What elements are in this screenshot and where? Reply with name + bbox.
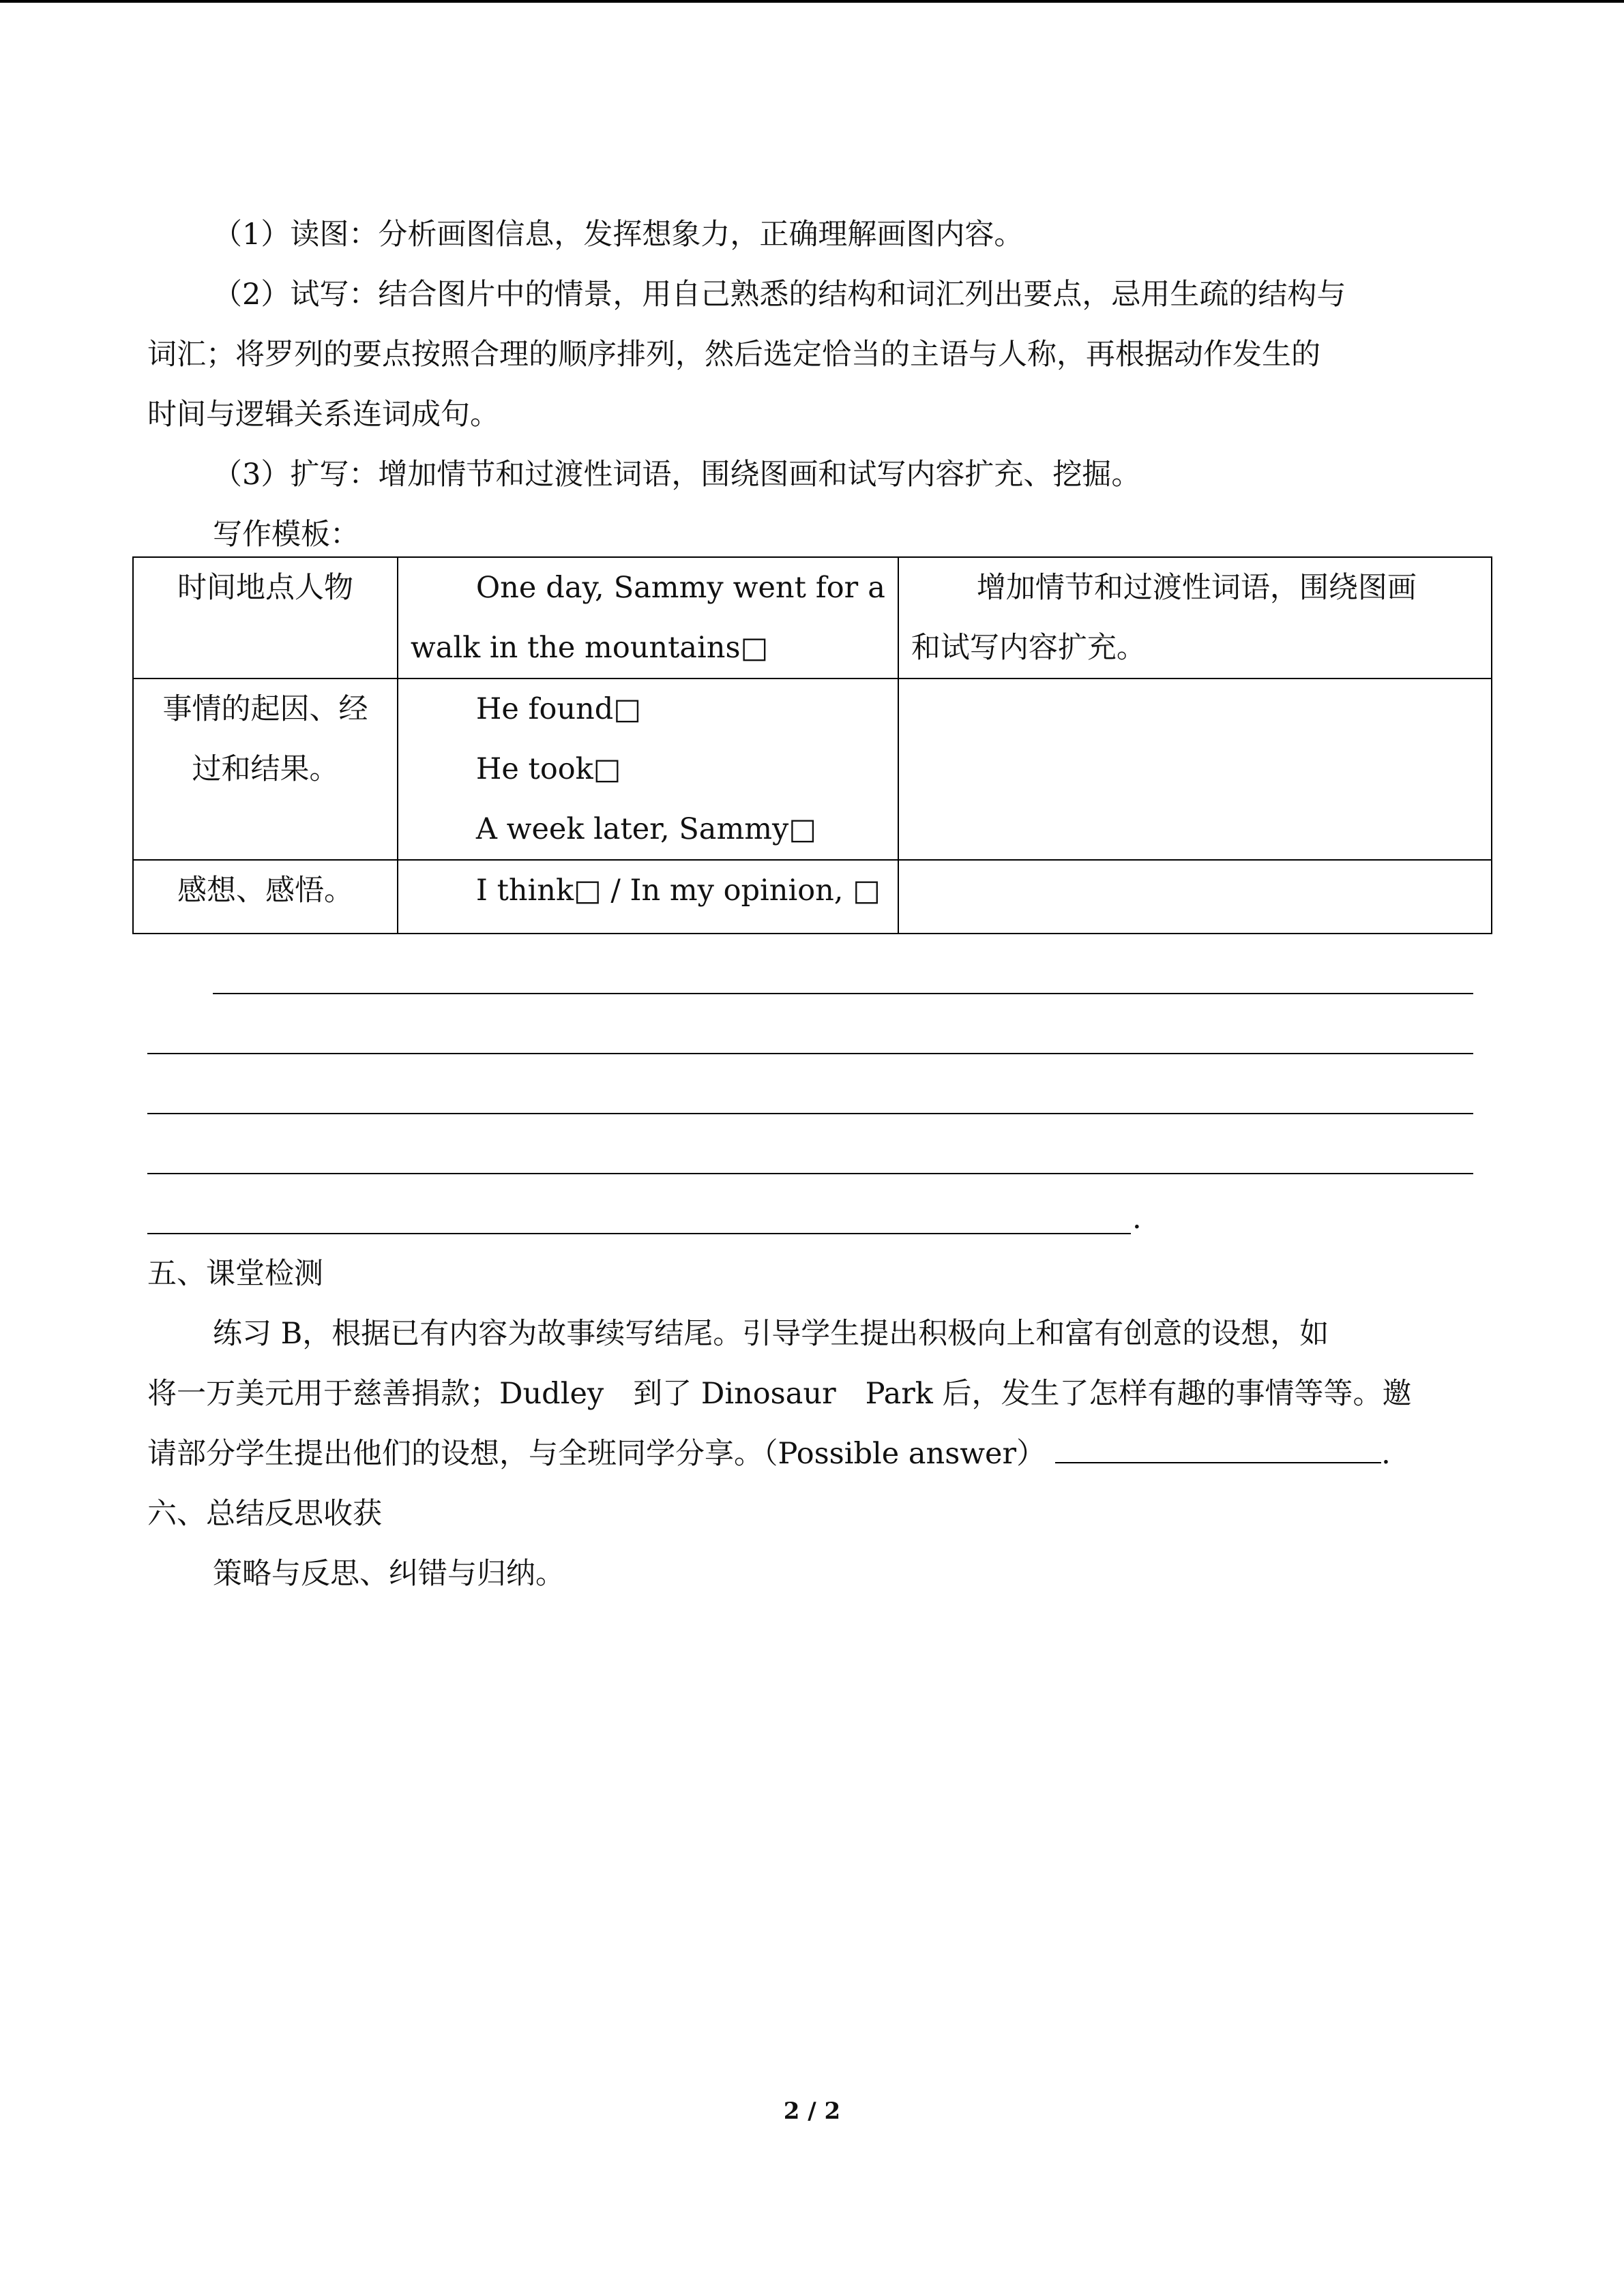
- writing-line: [147, 1113, 1473, 1114]
- step-1-read: （1）读图：分析画图信息，发挥想象力，正确理解画图内容。: [213, 218, 1024, 252]
- answer-blank[interactable]: [1055, 1435, 1381, 1463]
- step-3-expand: （3）扩写：增加情节和过渡性词语，围绕图画和试写内容扩充、挖掘。: [213, 458, 1141, 492]
- writing-line: [147, 1053, 1473, 1054]
- step-2-line-2: 词汇；将罗列的要点按照合理的顺序排列，然后选定恰当的主语与人称，再根据动作发生的: [147, 338, 1320, 372]
- row-label-reflection: 感想、感悟。: [133, 860, 398, 934]
- table-row: [133, 679, 1492, 860]
- section-6-heading: 六、总结反思收获: [147, 1497, 382, 1531]
- section-5-heading: 五、课堂检测: [147, 1257, 323, 1291]
- template-heading: 写作模板：: [213, 518, 359, 552]
- row-content-opening: [398, 557, 898, 679]
- table-row: [133, 557, 1492, 679]
- event-line-2: He took□: [475, 752, 621, 786]
- section-5-line-3: 请部分学生提出他们的设想，与全班同学分享。（Possible answer） .: [147, 1424, 1391, 1484]
- row-content-opinion: I think□ / In my opinion, □: [398, 860, 898, 934]
- section-6-body: 策略与反思、纠错与归纳。: [213, 1557, 565, 1591]
- writing-end-period: .: [1132, 1202, 1142, 1236]
- note-line-1: 增加情节和过渡性词语，围绕图画: [976, 571, 1417, 605]
- opening-line-1: One day, Sammy went for a: [475, 571, 885, 605]
- row-content-events: [398, 679, 898, 860]
- page-top-border: [0, 0, 1624, 3]
- section-5-line-1: 练习 B，根据已有内容为故事续写结尾。引导学生提出积极向上和富有创意的设想，如: [213, 1317, 1329, 1351]
- row-label-time-place-people: 时间地点人物: [133, 557, 398, 679]
- writing-line: [213, 993, 1473, 994]
- event-line-3: A week later, Sammy□: [475, 812, 816, 846]
- row-note-expand: [898, 557, 1492, 679]
- step-2-line-1: （2）试写：结合图片中的情景，用自己熟悉的结构和词汇列出要点，忌用生疏的结构与: [213, 278, 1346, 312]
- row-label-cause-process-result: 事情的起因、经 过和结果。: [133, 679, 398, 860]
- step-2-line-3: 时间与逻辑关系连词成句。: [147, 398, 499, 432]
- writing-line: [147, 1233, 1131, 1234]
- opening-line-2: walk in the mountains□: [410, 631, 769, 665]
- writing-template-table: [132, 556, 1492, 934]
- row-empty-cell: [898, 860, 1492, 934]
- note-line-2: 和试写内容扩充。: [911, 631, 1146, 665]
- table-row: [133, 860, 1492, 934]
- page-number: 2 / 2: [783, 2098, 841, 2125]
- writing-line: [147, 1173, 1473, 1174]
- section-5-line-2: 将一万美元用于慈善捐款；Dudley 到了 Dinosaur Park 后，发生了怎样有趣的事情等等。邀: [147, 1377, 1412, 1411]
- row-empty-cell: [898, 679, 1492, 860]
- event-line-1: He found□: [475, 692, 641, 726]
